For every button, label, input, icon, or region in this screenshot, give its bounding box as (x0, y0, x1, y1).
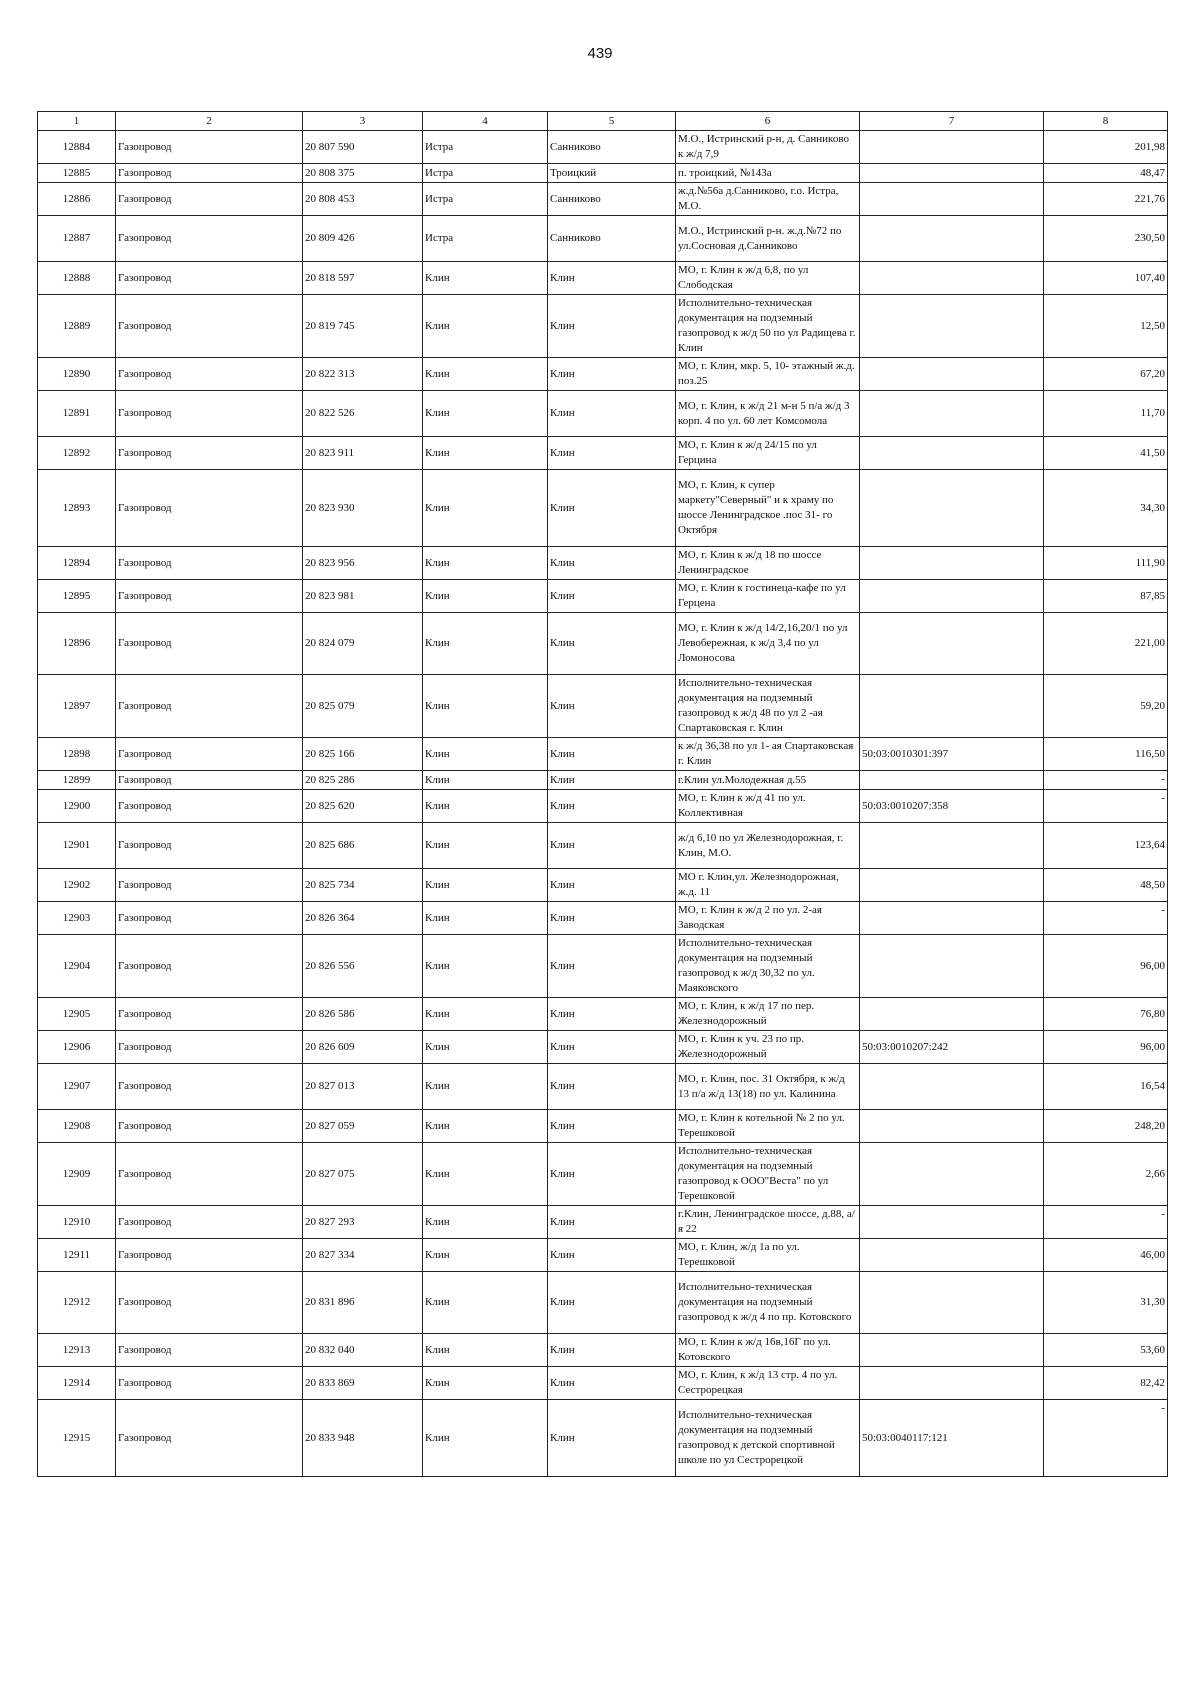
cadastral-number-cell (860, 998, 1044, 1031)
object-name-cell: Газопровод (116, 823, 303, 869)
cadastral-number-cell (860, 437, 1044, 470)
address-cell: МО, г. Клин к ж/д 14/2,16,20/1 по ул Левобережная, к ж/д 3,4 по ул Ломоносова (676, 613, 860, 675)
cadastral-number-cell (860, 823, 1044, 869)
object-code-cell: 20 833 869 (303, 1367, 423, 1400)
cadastral-number-cell (860, 183, 1044, 216)
locality-cell: Клин (548, 869, 676, 902)
value-cell: 201,98 (1044, 131, 1168, 164)
object-code-cell: 20 825 620 (303, 790, 423, 823)
value-cell: 96,00 (1044, 1031, 1168, 1064)
cadastral-number-cell (860, 1206, 1044, 1239)
row-number-cell: 12914 (38, 1367, 116, 1400)
district-cell: Клин (423, 1239, 548, 1272)
row-number-cell: 12915 (38, 1400, 116, 1477)
object-name-cell: Газопровод (116, 1239, 303, 1272)
object-name-cell: Газопровод (116, 547, 303, 580)
table-row (38, 216, 1168, 262)
locality-cell: Клин (548, 998, 676, 1031)
locality-cell: Клин (548, 358, 676, 391)
object-code-cell: 20 823 911 (303, 437, 423, 470)
locality-cell: Клин (548, 1064, 676, 1110)
table-row (38, 470, 1168, 547)
object-code-cell: 20 822 313 (303, 358, 423, 391)
district-cell: Истра (423, 164, 548, 183)
locality-cell: Клин (548, 771, 676, 790)
cadastral-number-cell (860, 164, 1044, 183)
cadastral-number-cell (860, 675, 1044, 738)
object-name-cell: Газопровод (116, 216, 303, 262)
cadastral-number-cell (860, 358, 1044, 391)
table-row (38, 183, 1168, 216)
column-header: 6 (676, 112, 860, 131)
locality-cell: Санниково (548, 183, 676, 216)
table-row (38, 1110, 1168, 1143)
value-cell: 11,70 (1044, 391, 1168, 437)
object-code-cell: 20 823 930 (303, 470, 423, 547)
address-cell: Исполнительно-техническая документация на подземный газопровод к ж/д 48 по ул 2 -ая Спартаковская г. Клин (676, 675, 860, 738)
table-row (38, 391, 1168, 437)
cadastral-number-cell (860, 1110, 1044, 1143)
address-cell: МО, г. Клин, ж/д 1а по ул. Терешковой (676, 1239, 860, 1272)
address-cell: МО, г. Клин, к супер маркету"Северный" и к храму по шоссе Ленинградское .пос 31- го Октября (676, 470, 860, 547)
cadastral-number-cell: 50:03:0010207:358 (860, 790, 1044, 823)
cadastral-number-cell (860, 1064, 1044, 1110)
address-cell: М.О., Истринский р-н. ж.д.№72 по ул.Сосновая д.Санниково (676, 216, 860, 262)
value-cell: 230,50 (1044, 216, 1168, 262)
row-number-cell: 12886 (38, 183, 116, 216)
locality-cell: Клин (548, 823, 676, 869)
locality-cell: Клин (548, 613, 676, 675)
column-header: 8 (1044, 112, 1168, 131)
value-cell: - (1044, 1206, 1168, 1239)
address-cell: МО, г. Клин к ж/д 41 по ул. Коллективная (676, 790, 860, 823)
locality-cell: Клин (548, 437, 676, 470)
object-name-cell: Газопровод (116, 613, 303, 675)
object-code-cell: 20 809 426 (303, 216, 423, 262)
cadastral-number-cell (860, 771, 1044, 790)
address-cell: Исполнительно-техническая документация на подземный газопровод к ж/д 4 по пр. Котовского (676, 1272, 860, 1334)
district-cell: Клин (423, 358, 548, 391)
value-cell: 123,64 (1044, 823, 1168, 869)
table-row (38, 1064, 1168, 1110)
row-number-cell: 12885 (38, 164, 116, 183)
address-cell: МО, г. Клин к котельной № 2 по ул. Терешковой (676, 1110, 860, 1143)
object-code-cell: 20 826 609 (303, 1031, 423, 1064)
row-number-cell: 12913 (38, 1334, 116, 1367)
column-header: 3 (303, 112, 423, 131)
object-name-cell: Газопровод (116, 1206, 303, 1239)
address-cell: МО, г. Клин к гостинеца-кафе по ул Герцена (676, 580, 860, 613)
row-number-cell: 12905 (38, 998, 116, 1031)
cadastral-number-cell (860, 1367, 1044, 1400)
table-row (38, 1400, 1168, 1477)
district-cell: Клин (423, 771, 548, 790)
value-cell: - (1044, 902, 1168, 935)
district-cell: Клин (423, 823, 548, 869)
table-row (38, 1334, 1168, 1367)
row-number-cell: 12904 (38, 935, 116, 998)
locality-cell: Клин (548, 1110, 676, 1143)
value-cell: 46,00 (1044, 1239, 1168, 1272)
address-cell: ж.д.№56а д.Санниково, г.о. Истра, М.О. (676, 183, 860, 216)
object-code-cell: 20 827 293 (303, 1206, 423, 1239)
object-code-cell: 20 822 526 (303, 391, 423, 437)
object-name-cell: Газопровод (116, 935, 303, 998)
object-name-cell: Газопровод (116, 470, 303, 547)
row-number-cell: 12894 (38, 547, 116, 580)
value-cell: 116,50 (1044, 738, 1168, 771)
value-cell: 48,50 (1044, 869, 1168, 902)
table-row (38, 295, 1168, 358)
address-cell: МО, г. Клин, мкр. 5, 10- этажный ж.д. поз.25 (676, 358, 860, 391)
locality-cell: Клин (548, 391, 676, 437)
object-name-cell: Газопровод (116, 1064, 303, 1110)
value-cell: 34,30 (1044, 470, 1168, 547)
object-code-cell: 20 826 556 (303, 935, 423, 998)
object-code-cell: 20 831 896 (303, 1272, 423, 1334)
object-code-cell: 20 819 745 (303, 295, 423, 358)
locality-cell: Клин (548, 1206, 676, 1239)
column-number-row (38, 112, 1168, 131)
locality-cell: Клин (548, 1334, 676, 1367)
table-row (38, 1031, 1168, 1064)
cadastral-number-cell: 50:03:0010207:242 (860, 1031, 1044, 1064)
district-cell: Клин (423, 1143, 548, 1206)
table-row (38, 902, 1168, 935)
locality-cell: Клин (548, 1272, 676, 1334)
district-cell: Клин (423, 935, 548, 998)
object-name-cell: Газопровод (116, 738, 303, 771)
address-cell: г.Клин, Ленинградское шоссе, д.88, а/я 22 (676, 1206, 860, 1239)
cadastral-number-cell (860, 216, 1044, 262)
address-cell: МО г. Клин,ул. Железнодорожная, ж.д. 11 (676, 869, 860, 902)
district-cell: Истра (423, 216, 548, 262)
registry-table (37, 111, 1168, 1477)
table-row (38, 437, 1168, 470)
object-name-cell: Газопровод (116, 1334, 303, 1367)
locality-cell: Клин (548, 790, 676, 823)
object-code-cell: 20 827 013 (303, 1064, 423, 1110)
locality-cell: Клин (548, 935, 676, 998)
table-row (38, 1143, 1168, 1206)
table-row (38, 869, 1168, 902)
table-row (38, 738, 1168, 771)
locality-cell: Клин (548, 580, 676, 613)
value-cell: 111,90 (1044, 547, 1168, 580)
row-number-cell: 12912 (38, 1272, 116, 1334)
table-row (38, 790, 1168, 823)
table-row (38, 1206, 1168, 1239)
row-number-cell: 12890 (38, 358, 116, 391)
address-cell: ж/д 6,10 по ул Железнодорожная, г. Клин, М.О. (676, 823, 860, 869)
object-name-cell: Газопровод (116, 358, 303, 391)
address-cell: Исполнительно-техническая документация на подземный газопровод к детской спортивной школе по ул Сестрорецкой (676, 1400, 860, 1477)
locality-cell: Клин (548, 675, 676, 738)
object-name-cell: Газопровод (116, 998, 303, 1031)
value-cell: 41,50 (1044, 437, 1168, 470)
value-cell: 221,76 (1044, 183, 1168, 216)
row-number-cell: 12908 (38, 1110, 116, 1143)
value-cell: 107,40 (1044, 262, 1168, 295)
object-name-cell: Газопровод (116, 164, 303, 183)
locality-cell: Клин (548, 470, 676, 547)
district-cell: Клин (423, 1031, 548, 1064)
table-row (38, 131, 1168, 164)
cadastral-number-cell (860, 902, 1044, 935)
address-cell: МО, г. Клин к ж/д 24/15 по ул Герцина (676, 437, 860, 470)
cadastral-number-cell: 50:03:0010301:397 (860, 738, 1044, 771)
object-code-cell: 20 824 079 (303, 613, 423, 675)
district-cell: Клин (423, 1064, 548, 1110)
object-name-cell: Газопровод (116, 183, 303, 216)
district-cell: Клин (423, 998, 548, 1031)
cadastral-number-cell (860, 869, 1044, 902)
object-code-cell: 20 807 590 (303, 131, 423, 164)
object-code-cell: 20 826 364 (303, 902, 423, 935)
object-name-cell: Газопровод (116, 1031, 303, 1064)
address-cell: МО, г. Клин, к ж/д 17 по пер. Железнодорожный (676, 998, 860, 1031)
address-cell: п. троицкий, №143а (676, 164, 860, 183)
object-name-cell: Газопровод (116, 1143, 303, 1206)
table-row (38, 675, 1168, 738)
row-number-cell: 12887 (38, 216, 116, 262)
table-row (38, 262, 1168, 295)
row-number-cell: 12902 (38, 869, 116, 902)
row-number-cell: 12884 (38, 131, 116, 164)
row-number-cell: 12896 (38, 613, 116, 675)
value-cell: 31,30 (1044, 1272, 1168, 1334)
object-code-cell: 20 832 040 (303, 1334, 423, 1367)
table-row (38, 1272, 1168, 1334)
table-row (38, 771, 1168, 790)
district-cell: Клин (423, 470, 548, 547)
cadastral-number-cell (860, 262, 1044, 295)
locality-cell: Санниково (548, 131, 676, 164)
cadastral-number-cell (860, 295, 1044, 358)
value-cell: 59,20 (1044, 675, 1168, 738)
cadastral-number-cell (860, 580, 1044, 613)
district-cell: Клин (423, 1206, 548, 1239)
locality-cell: Клин (548, 262, 676, 295)
address-cell: МО, г. Клин, пос. 31 Октября, к ж/д 13 п/а ж/д 13(18) по ул. Калинина (676, 1064, 860, 1110)
locality-cell: Клин (548, 1031, 676, 1064)
locality-cell: Троицкий (548, 164, 676, 183)
value-cell: 12,50 (1044, 295, 1168, 358)
column-header: 5 (548, 112, 676, 131)
table-row (38, 547, 1168, 580)
locality-cell: Клин (548, 1400, 676, 1477)
object-name-cell: Газопровод (116, 902, 303, 935)
district-cell: Клин (423, 580, 548, 613)
cadastral-number-cell (860, 613, 1044, 675)
row-number-cell: 12897 (38, 675, 116, 738)
district-cell: Истра (423, 131, 548, 164)
object-name-cell: Газопровод (116, 1400, 303, 1477)
value-cell: 76,80 (1044, 998, 1168, 1031)
address-cell: МО, г. Клин к уч. 23 по пр. Железнодорожный (676, 1031, 860, 1064)
value-cell: - (1044, 771, 1168, 790)
district-cell: Истра (423, 183, 548, 216)
object-name-cell: Газопровод (116, 1367, 303, 1400)
object-code-cell: 20 825 686 (303, 823, 423, 869)
address-cell: к ж/д 36,38 по ул 1- ая Спартаковская г. Клин (676, 738, 860, 771)
object-code-cell: 20 808 375 (303, 164, 423, 183)
object-code-cell: 20 818 597 (303, 262, 423, 295)
table-row (38, 935, 1168, 998)
cadastral-number-cell (860, 1239, 1044, 1272)
district-cell: Клин (423, 1110, 548, 1143)
cadastral-number-cell: 50:03:0040117:121 (860, 1400, 1044, 1477)
address-cell: М.О., Истринский р-н, д. Санниково к ж/д 7,9 (676, 131, 860, 164)
value-cell: 67,20 (1044, 358, 1168, 391)
district-cell: Клин (423, 437, 548, 470)
district-cell: Клин (423, 547, 548, 580)
row-number-cell: 12892 (38, 437, 116, 470)
district-cell: Клин (423, 902, 548, 935)
cadastral-number-cell (860, 935, 1044, 998)
locality-cell: Клин (548, 1143, 676, 1206)
address-cell: Исполнительно-техническая документация на подземный газопровод к ж/д 50 по ул Радищева г. Клин (676, 295, 860, 358)
address-cell: МО, г. Клин к ж/д 16в,16Г по ул. Котовского (676, 1334, 860, 1367)
cadastral-number-cell (860, 1143, 1044, 1206)
district-cell: Клин (423, 391, 548, 437)
district-cell: Клин (423, 613, 548, 675)
row-number-cell: 12893 (38, 470, 116, 547)
object-name-cell: Газопровод (116, 295, 303, 358)
cadastral-number-cell (860, 470, 1044, 547)
district-cell: Клин (423, 675, 548, 738)
column-header: 4 (423, 112, 548, 131)
value-cell: 2,66 (1044, 1143, 1168, 1206)
object-code-cell: 20 825 166 (303, 738, 423, 771)
address-cell: г.Клин ул.Молодежная д.55 (676, 771, 860, 790)
object-name-cell: Газопровод (116, 131, 303, 164)
table-row (38, 164, 1168, 183)
district-cell: Клин (423, 295, 548, 358)
object-name-cell: Газопровод (116, 771, 303, 790)
table-row (38, 580, 1168, 613)
district-cell: Клин (423, 738, 548, 771)
row-number-cell: 12909 (38, 1143, 116, 1206)
object-name-cell: Газопровод (116, 869, 303, 902)
locality-cell: Клин (548, 547, 676, 580)
object-name-cell: Газопровод (116, 790, 303, 823)
value-cell: - (1044, 790, 1168, 823)
address-cell: МО, г. Клин, к ж/д 21 м-н 5 п/а ж/д 3 корп. 4 по ул. 60 лет Комсомола (676, 391, 860, 437)
page-number: 439 (587, 45, 613, 62)
value-cell: 53,60 (1044, 1334, 1168, 1367)
cadastral-number-cell (860, 1334, 1044, 1367)
value-cell: 87,85 (1044, 580, 1168, 613)
object-code-cell: 20 825 734 (303, 869, 423, 902)
row-number-cell: 12891 (38, 391, 116, 437)
value-cell: 82,42 (1044, 1367, 1168, 1400)
object-code-cell: 20 833 948 (303, 1400, 423, 1477)
value-cell: 221,00 (1044, 613, 1168, 675)
locality-cell: Клин (548, 295, 676, 358)
district-cell: Клин (423, 1272, 548, 1334)
row-number-cell: 12907 (38, 1064, 116, 1110)
table-row (38, 823, 1168, 869)
object-code-cell: 20 808 453 (303, 183, 423, 216)
locality-cell: Клин (548, 738, 676, 771)
address-cell: МО, г. Клин к ж/д 18 по шоссе Ленинградское (676, 547, 860, 580)
address-cell: Исполнительно-техническая документация на подземный газопровод к ООО"Веста" по ул Терешковой (676, 1143, 860, 1206)
object-code-cell: 20 823 956 (303, 547, 423, 580)
row-number-cell: 12888 (38, 262, 116, 295)
value-cell: 96,00 (1044, 935, 1168, 998)
row-number-cell: 12899 (38, 771, 116, 790)
row-number-cell: 12900 (38, 790, 116, 823)
cadastral-number-cell (860, 131, 1044, 164)
district-cell: Клин (423, 869, 548, 902)
object-code-cell: 20 827 059 (303, 1110, 423, 1143)
object-code-cell: 20 827 334 (303, 1239, 423, 1272)
value-cell: 48,47 (1044, 164, 1168, 183)
object-code-cell: 20 825 286 (303, 771, 423, 790)
address-cell: МО, г. Клин, к ж/д 13 стр. 4 по ул. Сестрорецкая (676, 1367, 860, 1400)
district-cell: Клин (423, 1367, 548, 1400)
row-number-cell: 12906 (38, 1031, 116, 1064)
object-name-cell: Газопровод (116, 675, 303, 738)
column-header: 2 (116, 112, 303, 131)
table-row (38, 998, 1168, 1031)
row-number-cell: 12895 (38, 580, 116, 613)
object-name-cell: Газопровод (116, 580, 303, 613)
object-name-cell: Газопровод (116, 1110, 303, 1143)
value-cell: - (1044, 1400, 1168, 1477)
district-cell: Клин (423, 790, 548, 823)
locality-cell: Клин (548, 1239, 676, 1272)
district-cell: Клин (423, 1334, 548, 1367)
row-number-cell: 12898 (38, 738, 116, 771)
locality-cell: Клин (548, 902, 676, 935)
district-cell: Клин (423, 262, 548, 295)
cadastral-number-cell (860, 391, 1044, 437)
locality-cell: Клин (548, 1367, 676, 1400)
object-name-cell: Газопровод (116, 437, 303, 470)
cadastral-number-cell (860, 1272, 1044, 1334)
cadastral-number-cell (860, 547, 1044, 580)
table-row (38, 1239, 1168, 1272)
column-header: 1 (38, 112, 116, 131)
row-number-cell: 12901 (38, 823, 116, 869)
address-cell: МО, г. Клин к ж/д 2 по ул. 2-ая Заводская (676, 902, 860, 935)
value-cell: 16,54 (1044, 1064, 1168, 1110)
locality-cell: Санниково (548, 216, 676, 262)
object-code-cell: 20 825 079 (303, 675, 423, 738)
column-header: 7 (860, 112, 1044, 131)
object-code-cell: 20 823 981 (303, 580, 423, 613)
object-name-cell: Газопровод (116, 262, 303, 295)
row-number-cell: 12910 (38, 1206, 116, 1239)
row-number-cell: 12889 (38, 295, 116, 358)
address-cell: МО, г. Клин к ж/д 6,8, по ул Слободская (676, 262, 860, 295)
table-row (38, 613, 1168, 675)
object-name-cell: Газопровод (116, 391, 303, 437)
object-code-cell: 20 827 075 (303, 1143, 423, 1206)
row-number-cell: 12911 (38, 1239, 116, 1272)
row-number-cell: 12903 (38, 902, 116, 935)
object-name-cell: Газопровод (116, 1272, 303, 1334)
object-code-cell: 20 826 586 (303, 998, 423, 1031)
address-cell: Исполнительно-техническая документация на подземный газопровод к ж/д 30,32 по ул. Маяковского (676, 935, 860, 998)
table-row (38, 1367, 1168, 1400)
table-row (38, 358, 1168, 391)
value-cell: 248,20 (1044, 1110, 1168, 1143)
district-cell: Клин (423, 1400, 548, 1477)
